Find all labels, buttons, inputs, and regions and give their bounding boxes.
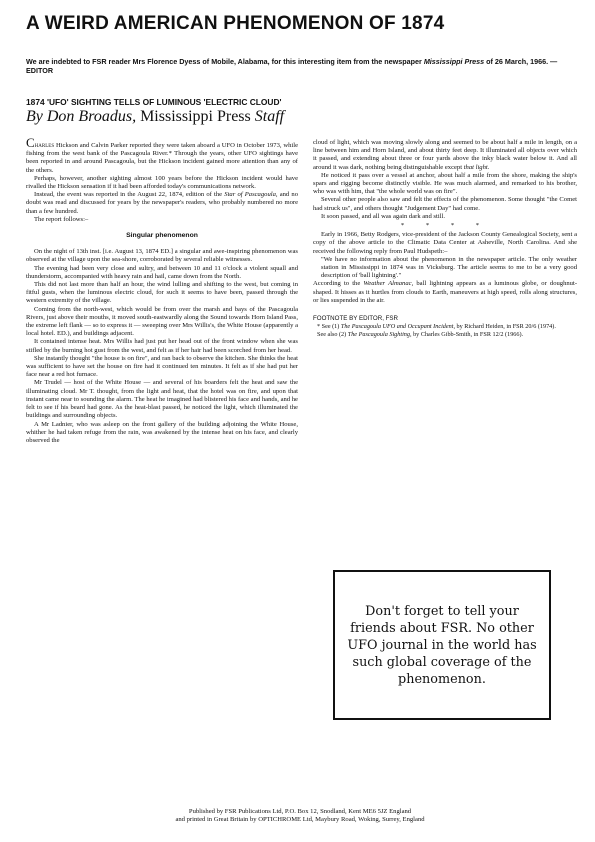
footnote-title: The Pascagoula Sighting	[347, 330, 410, 338]
section-break-stars: * * * *	[400, 222, 490, 230]
intro-newspaper-name: Mississippi Press	[423, 57, 485, 66]
newspaper-name: Star of Pascagoula	[224, 191, 276, 199]
paragraph: A Mr Ladnier, who was asleep on the front gallery of the building adjoining the White House, whither he had taken refuge from the rain, was awakened by the intense heat on his face, and clearly observed the	[26, 420, 298, 444]
paragraph: Several other people also saw and felt the effects of the phenomenon. Some thought "the Comet had struck us", and others thought "Judgement Day" had come.	[313, 196, 577, 212]
publisher-footer	[26, 808, 574, 825]
lead-in-caps: harles	[34, 142, 55, 149]
footnote	[313, 331, 577, 338]
paragraph-text: , ball lightning appears as a luminous globe, or doughnut-shaped. It hisses as it hurtles from clouds to Earth, maneuvers at high speed, rolls along structures, or lies suspended in the air.	[313, 280, 578, 304]
intro-text: We are indebted to FSR reader Mrs Florence Dyess of Mobile, Alabama, for this interesting item from the newspaper	[26, 57, 422, 66]
paragraph: It contained intense heat. Mrs Willis had just put her head out of the front window when she was stifled by the burning hot gust from the west, and felt as if her hair had been scorched from her head.	[26, 338, 298, 354]
byline-publication: Mississippi Press	[140, 108, 251, 125]
paragraph	[313, 139, 577, 172]
paragraph: The report follows:–	[34, 215, 89, 223]
paragraph: Perhaps, however, another sighting almost 100 years before the Hickson incident would have rivalled the Hickson sensation if it had been afforded today's communications network.	[26, 174, 298, 191]
paragraph: Coming from the north-west, which would be from over the marsh and bays of the Pascagoula Rivers, just above their mouths, it moved south-eastwardly along the Sound towards Horn Island Pass, the extreme left flank — so to express it — sweeping over Mrs Willis's, the White House (apparently a local hotel. ED.), and buildings adjacent.	[26, 305, 298, 338]
footnote-text: See also (2)	[317, 330, 347, 338]
footnote-title: The Pascagoula UFO and Occupant Incident	[340, 323, 454, 331]
footer-line-printer: and printed in Great Britain by OPTICHROME Ltd, Maybury Road, Woking, Surrey, England	[175, 816, 425, 824]
emphasis: that light	[463, 163, 488, 171]
paragraph: It soon passed, and all was again dark and still.	[321, 212, 445, 220]
article-byline	[26, 108, 574, 126]
advert-box	[333, 570, 551, 720]
paragraph-text: .	[487, 163, 490, 171]
paragraph: The evening had been very close and sultry, and between 10 and 11 o'clock a violent squall and thunderstorm, accompanied with heavy rain and hail, came down from the North.	[26, 264, 298, 280]
footnote	[313, 323, 577, 330]
quoted-reply: "We have no information about the phenomenon in the newspaper article. The only weather station in Mississippi in 1874 was in Vicksburg. The article seems to me to be a very good description of 'ball lightning'."	[321, 255, 577, 280]
paragraph: Mr Trudel — host of the White House — and several of his boarders felt the heat and saw the illuminating cloud. Mr T. thought, from the light and heat, that the hotel was on fire, and upon that instant came near to sounding the alarm. The heat he imagined had blistered his face and hands, and he felt to see if his beard had gone. As the heat-blast passed, he noticed the light, which illuminated the buildings and surrounding objects.	[26, 379, 298, 420]
editor-intro	[26, 57, 574, 75]
paragraph-text: According to the	[313, 280, 361, 288]
paragraph-text: Hickson and Calvin Parker reported they were taken aboard a UFO in October 1973, while fishing from the west bank of the Pascagoula River.* Through the years, other UFO sightings have been reported in and around Pascagoula, but the Hickson incident gained more attention than any of the others.	[26, 142, 298, 174]
article-headline: A WEIRD AMERICAN PHENOMENON OF 1874	[26, 13, 445, 34]
paragraph	[26, 135, 298, 175]
paragraph-text: Instead, the event was reported in the August 22, 1874, edition of the	[34, 191, 223, 199]
byline-author: By Don Broadus,	[26, 108, 137, 125]
section-subhead: Singular phenomenon	[126, 232, 198, 240]
intro-text-end: of 26 March, 1966. — EDITOR	[26, 57, 558, 75]
paragraph: He noticed it pass over a vessel at anchor, about half a mile from the shore, making the ship's spars and rigging become distinctly visible. He was much alarmed, and remarked to his brother, who was with him, that "the whole world was on fire".	[313, 171, 577, 196]
article-kicker: 1874 'UFO' SIGHTING TELLS OF LUMINOUS 'ELECTRIC CLOUD'	[26, 97, 282, 107]
paragraph: On the night of 13th inst. [i.e. August 13, 1874 ED.] a singular and awe-inspiring phenomenon was observed at the village upon the sea-shore, corroborated by several reliable witnesses.	[26, 248, 298, 264]
publication-title: Weather Almanac	[363, 280, 412, 288]
footnote-heading: FOOTNOTE BY EDITOR, FSR	[313, 315, 399, 323]
byline-staff: Staff	[254, 108, 285, 125]
footnote-text: * See (1)	[317, 323, 340, 331]
paragraph-text: , and no doubt was read and discussed for years by the newspaper's readers, who probably numbered no more than a few hundred.	[26, 191, 298, 215]
paragraph: This did not last more than half an hour, the wind lulling and shifting to the west, but coming in fitful gusts, when the luminous electric cloud, for such it seems to have been, passed through the western extremity of the village.	[26, 281, 298, 305]
article-column-left	[26, 135, 298, 839]
advert-text: Don't forget to tell your friends about FSR. No other UFO journal in the world has such global coverage of the phenomenon.	[347, 603, 537, 687]
paragraph	[26, 191, 298, 216]
footer-line-publisher: Published by FSR Publications Ltd, P.O. Box 12, Snodland, Kent ME6 5JZ England	[188, 808, 412, 815]
paragraph: Early in 1966, Betty Rodgers, vice-president of the Jackson County Genealogical Society, sent a copy of the above article to the Climatic Data Center at Asheville, North Carolina. And she received the following reply from Paul Hudspeth:–	[313, 231, 577, 255]
footnote-text: , by Richard Heiden, in FSR 20/6 (1974).	[453, 323, 556, 331]
article-column-right	[313, 139, 577, 338]
paragraph: She instantly thought "the house is on fire", and ran back to observe the kitchen. She thinks the heat was sufficient to have set the house on fire had it continued ten minutes. It felt as if she had put her face near a red hot furnace.	[26, 354, 298, 379]
drop-cap: C	[26, 135, 35, 150]
footnote-text: , by Charles Gibb-Smith, in FSR 12/2 (1966).	[409, 330, 524, 338]
paragraph	[313, 280, 577, 305]
paragraph-text: cloud of light, which was moving slowly along and seemed to be about half a mile in length, on a line between him and Horn Island, and about thirty feet deep. It illuminated all objects over which it passed, and extending about three or four yards above the inky black water below it. And all around it was dark, nothing being distinguishable except	[313, 139, 577, 171]
